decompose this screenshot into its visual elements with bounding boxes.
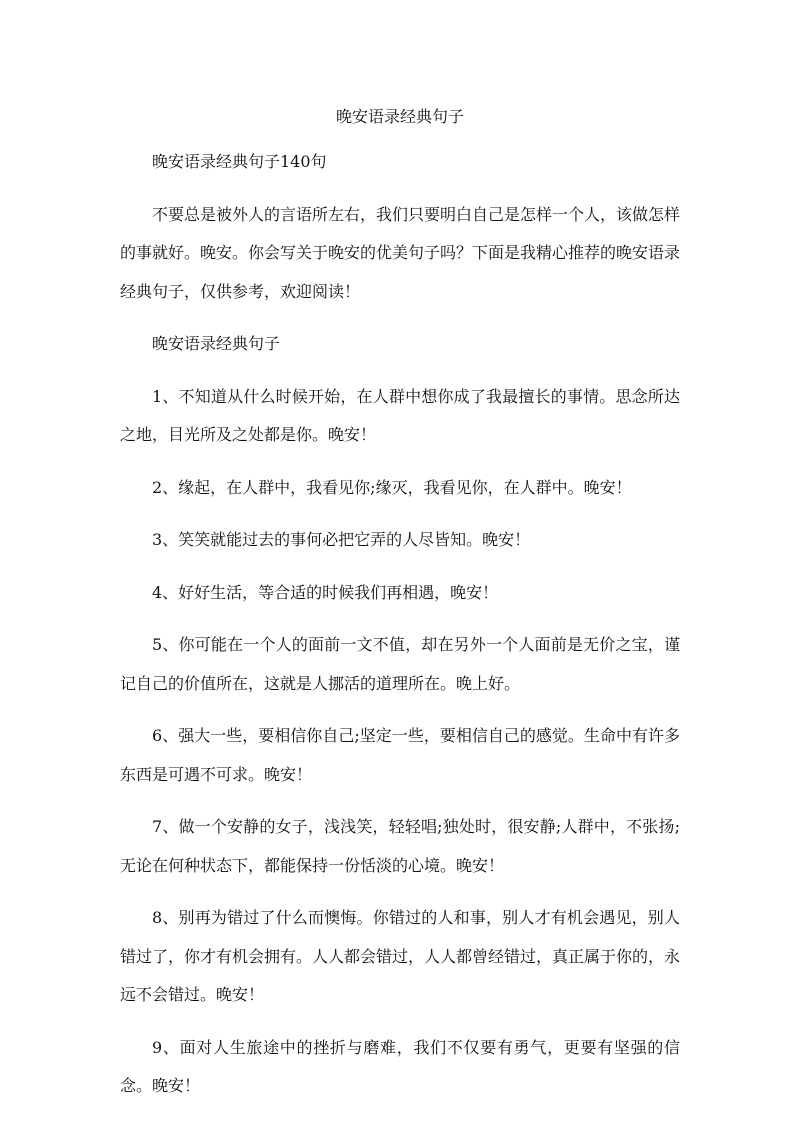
quote-paragraph-9: 9、面对人生旅途中的挫折与磨难，我们不仅要有勇气，更要有坚强的信念。晚安！ [120,1037,680,1095]
quote-paragraph-7: 7、做一个安静的女子，浅浅笑，轻轻唱;独处时，很安静;人群中，不张扬;无论在何种状态下，都能保持一份恬淡的心境。晚安！ [120,817,680,875]
quote-paragraph-8: 8、别再为错过了什么而懊悔。你错过的人和事，别人才有机会遇见，别人错过了，你才有机会拥有。人人都会错过，人人都曾经错过，真正属于你的，永远不会错过。晚安！ [120,908,681,1004]
quote-paragraph-1: 1、不知道从什么时候开始，在人群中想你成了我最擅长的事情。思念所达之地，目光所及之处都是你。晚安！ [120,386,680,444]
quote-paragraph-3: 3、笑笑就能过去的事何必把它弄的人尽皆知。晚安！ [152,530,531,549]
document-title: 晚安语录经典句子 [335,107,464,126]
quote-paragraph-6: 6、强大一些，要相信你自己;坚定一些，要相信自己的感觉。生命中有许多东西是可遇不可求。晚安！ [120,726,680,784]
quote-paragraph-4: 4、好好生活，等合适的时候我们再相遇，晚安！ [152,582,499,602]
section-heading: 晚安语录经典句子 [152,334,281,353]
intro-paragraph: 不要总是被外人的言语所左右，我们只要明白自己是怎样一个人，该做怎样的事就好。晚安。你会写关于晚安的优美句子吗？下面是我精心推荐的晚安语录经典句子，仅供参考，欢迎阅读！ [120,204,681,301]
quote-paragraph-2: 2、缘起，在人群中，我看见你;缘灭，我看见你，在人群中。晚安！ [152,477,632,497]
document-body [120,143,680,1120]
subtitle-paragraph: 晚安语录经典句子140句 [152,152,327,171]
quote-paragraph-5: 5、你可能在一个人的面前一文不值，却在另外一个人面前是无价之宝，谨记自己的价值所在，这就是人挪活的道理所在。晚上好。 [120,635,680,693]
